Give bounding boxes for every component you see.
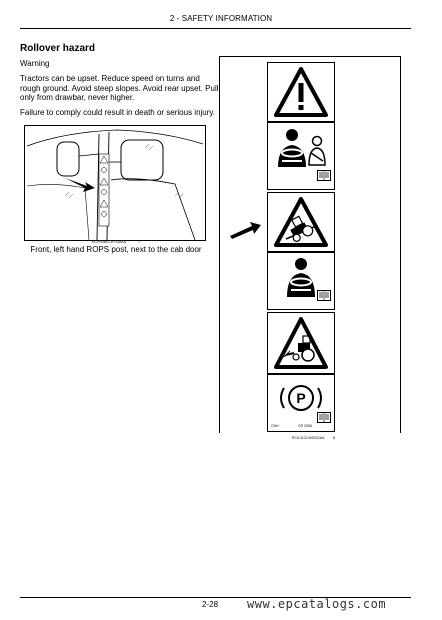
svg-text:P: P	[296, 390, 306, 406]
tractor-hitch-icon	[268, 313, 334, 373]
consequence-paragraph: Failure to comply could result in death or serious injury.	[20, 108, 216, 117]
rollover-tractor-icon	[268, 193, 334, 251]
warning-triangle-icon	[268, 63, 334, 121]
decal-panel-seatbelt	[267, 122, 335, 190]
decal-part-code: CR 2006	[298, 424, 312, 428]
signal-word: Warning	[20, 59, 50, 68]
cab-interior-drawing	[25, 126, 205, 240]
figure-7-illustration	[24, 125, 206, 241]
figure-7-number: 7	[138, 240, 140, 244]
page-number: 2-28	[202, 600, 219, 609]
hazard-paragraph: Tractors can be upset. Reduce speed on turns and rough ground. Avoid steep slopes. Avoid rear upset. Pull only from drawbar, never higher.	[20, 74, 219, 102]
section-title: Rollover hazard	[20, 43, 96, 54]
figure-8-ref-code: RCIL11CCH002GAA	[292, 436, 325, 440]
decal-panel-seatbelt-2	[267, 252, 335, 310]
operator-manual-icon	[317, 288, 331, 306]
decal-small-text: CNH	[271, 424, 279, 428]
pointer-arrow-icon	[228, 220, 262, 245]
decal-panel-rollover	[267, 192, 335, 252]
figure-8-number: 8	[333, 436, 335, 440]
decal-panel-parking-brake	[267, 374, 335, 432]
header-rule	[20, 28, 411, 29]
figure-7-caption: Front, left hand ROPS post, next to the cab door	[30, 245, 202, 254]
figure-7-ref-code: RCPH08CCH711AAA	[92, 240, 126, 244]
decal-panel-hitch	[267, 312, 335, 374]
operator-manual-icon	[317, 168, 331, 186]
decal-column	[99, 154, 109, 226]
operator-manual-icon	[317, 410, 331, 428]
page-header: 2 - SAFETY INFORMATION	[169, 14, 273, 23]
decal-panel-warning	[267, 62, 335, 122]
watermark-text: www.epcatalogs.com	[247, 597, 387, 611]
pointer-arrow-icon	[65, 178, 95, 192]
